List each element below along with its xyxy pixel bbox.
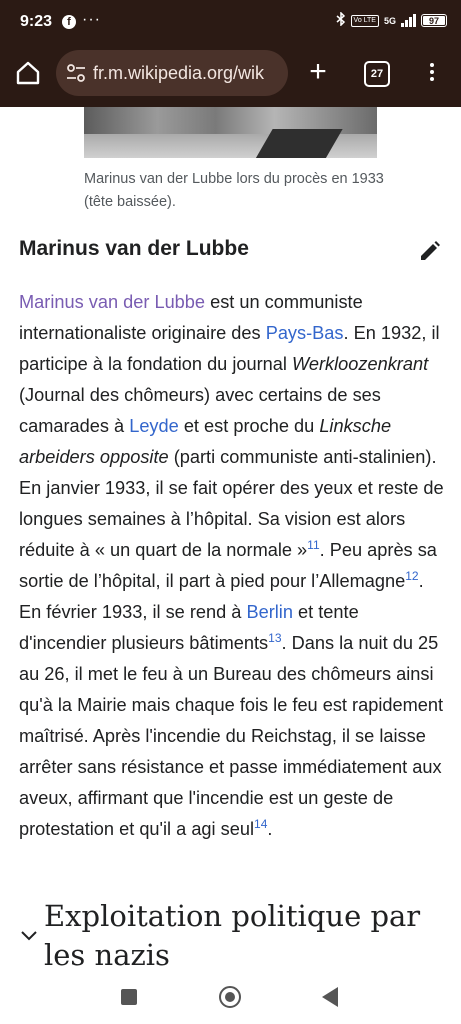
article-paragraph bbox=[19, 287, 449, 845]
reference-12[interactable]: 12 bbox=[405, 568, 419, 583]
section-heading: Marinus van der Lubbe bbox=[19, 237, 249, 260]
battery-level: 97 bbox=[428, 16, 439, 26]
network-type-label: 5G bbox=[383, 15, 396, 26]
text-run: . Peu après sa sortie de l’hôpital, il part à pied pour l’Allemagne bbox=[19, 540, 437, 591]
chevron-down-icon[interactable] bbox=[18, 925, 40, 947]
tab-switcher-button[interactable]: 27 bbox=[364, 61, 390, 87]
back-button[interactable] bbox=[322, 987, 338, 1007]
facebook-notification-icon: f bbox=[62, 15, 76, 29]
url-text[interactable]: fr.m.wikipedia.org/wik bbox=[93, 63, 265, 83]
site-settings-icon[interactable] bbox=[66, 63, 86, 83]
system-icons bbox=[336, 12, 447, 29]
reference-11[interactable]: 11 bbox=[307, 537, 320, 552]
recent-apps-button[interactable] bbox=[121, 989, 137, 1005]
new-tab-button[interactable]: + bbox=[309, 55, 327, 88]
battery-icon bbox=[421, 14, 447, 27]
figure-image[interactable] bbox=[84, 107, 377, 158]
home-icon bbox=[14, 59, 42, 87]
text-run: . En février 1933, il se rend à bbox=[19, 571, 424, 622]
system-nav-bar bbox=[0, 974, 461, 1024]
link-leyde[interactable]: Leyde bbox=[129, 416, 179, 436]
home-nav-button[interactable] bbox=[219, 986, 241, 1008]
text-run: . Dans la nuit du 25 au 26, il met le feu à un Bureau des chômeurs ainsi qu'à la Mairie mais chaque fois le feu est rapidement maîtrisé. Après l'incendie du Reichstag, il se laisse arrêter sans résistance et passe immédiatement aux aveux, affirmant que l'incendie est un geste de protestation et qu'il a agi seul bbox=[19, 633, 444, 839]
text-run: (parti communiste anti-stalinien). En janvier 1933, il se fait opérer des yeux et reste de longues semaines à l’hôpital. Sa vision est alors réduite à « un quart de la normale » bbox=[19, 447, 444, 560]
bluetooth-icon bbox=[336, 12, 346, 29]
italic-werkloozenkrant: Werkloozenkrant bbox=[292, 354, 429, 374]
status-time: 9:23 bbox=[20, 13, 53, 30]
text-run: et est proche du bbox=[178, 416, 320, 436]
reference-14[interactable]: 14 bbox=[254, 816, 268, 831]
italic-linksche: Linksche arbeiders opposite bbox=[19, 416, 392, 467]
figure-caption: Marinus van der Lubbe lors du procès en 1933 (tête baissée). bbox=[84, 171, 384, 210]
text-run: . En 1932, il participe à la fondation du journal bbox=[19, 323, 440, 374]
text-run: . bbox=[267, 819, 273, 839]
browser-toolbar bbox=[0, 44, 461, 107]
more-vert-icon[interactable] bbox=[424, 60, 440, 86]
link-pays-bas[interactable]: Pays-Bas bbox=[265, 323, 344, 343]
home-button[interactable] bbox=[14, 59, 42, 87]
more-notifications-icon: ··· bbox=[82, 11, 101, 28]
pencil-icon[interactable] bbox=[418, 239, 442, 263]
text-run: est un communiste internationaliste originaire des bbox=[19, 292, 363, 343]
reference-13[interactable]: 13 bbox=[268, 630, 282, 645]
next-section-heading[interactable]: Exploitation politique par les nazis bbox=[44, 899, 421, 972]
link-berlin[interactable]: Berlin bbox=[246, 602, 293, 622]
text-run: (Journal des chômeurs) avec certains de ses camarades à bbox=[19, 385, 381, 436]
volte-icon: Vo LTE bbox=[351, 15, 379, 27]
signal-strength-icon bbox=[401, 14, 416, 27]
text-run: et tente d'incendier plusieurs bâtiments bbox=[19, 602, 359, 653]
status-bar bbox=[0, 0, 461, 44]
url-bar[interactable] bbox=[56, 50, 288, 96]
link-marinus[interactable]: Marinus van der Lubbe bbox=[19, 292, 206, 312]
